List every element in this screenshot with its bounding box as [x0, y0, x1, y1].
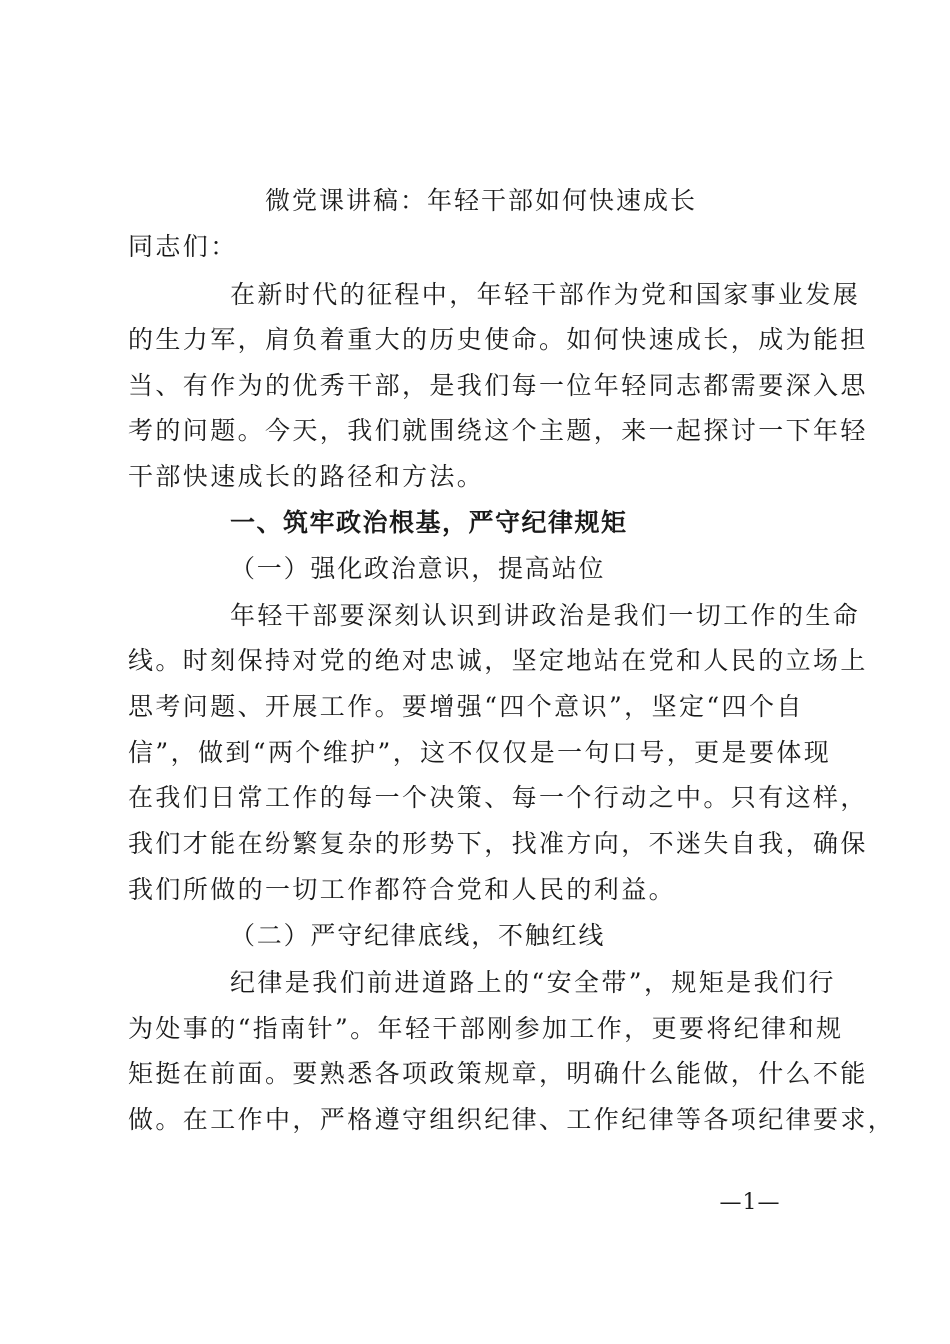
paragraph-line: 我们所做的一切工作都符合党和人民的利益。: [128, 875, 677, 904]
document-title: 微党课讲稿：年轻干部如何快速成长: [264, 186, 697, 215]
paragraph-line: 为处事的“指南针”。年轻干部刚参加工作，更要将纪律和规: [128, 1014, 844, 1043]
page-number: —1—: [719, 1190, 781, 1215]
paragraph-line: 矩挺在前面。要熟悉各项政策规章，明确什么能做，什么不能: [128, 1059, 868, 1088]
paragraph-line: 考的问题。今天，我们就围绕这个主题，来一起探讨一下年轻: [128, 416, 868, 445]
paragraph-line: 干部快速成长的路径和方法。: [128, 462, 485, 491]
subsection-heading: （二）严守纪律底线，不触红线: [230, 921, 606, 950]
paragraph-line: 年轻干部要深刻认识到讲政治是我们一切工作的生命: [230, 601, 861, 630]
subsection-heading: （一）强化政治意识，提高站位: [230, 554, 606, 583]
paragraph-line: 在我们日常工作的每一个决策、每一个行动之中。只有这样，: [128, 783, 868, 812]
paragraph-line: 的生力军，肩负着重大的历史使命。如何快速成长，成为能担: [128, 325, 868, 354]
section-heading: 一、筑牢政治根基，严守纪律规矩: [230, 508, 628, 537]
greeting: 同志们：: [128, 232, 238, 261]
paragraph-line: 思考问题、开展工作。要增强“四个意识”，坚定“四个自: [128, 692, 804, 721]
paragraph-line: 我们才能在纷繁复杂的形势下，找准方向，不迷失自我，确保: [128, 829, 868, 858]
paragraph-line: 当、有作为的优秀干部，是我们每一位年轻同志都需要深入思: [128, 371, 868, 400]
paragraph-line: 信”，做到“两个维护”，这不仅仅是一句口号，更是要体现: [128, 738, 832, 767]
paragraph-line: 线。时刻保持对党的绝对忠诚，坚定地站在党和人民的立场上: [128, 646, 868, 675]
paragraph-line: 做。在工作中，严格遵守组织纪律、工作纪律等各项纪律要求，: [128, 1105, 896, 1134]
paragraph-line: 纪律是我们前进道路上的“安全带”，规矩是我们行: [230, 968, 836, 997]
paragraph-line: 在新时代的征程中，年轻干部作为党和国家事业发展: [230, 280, 861, 309]
